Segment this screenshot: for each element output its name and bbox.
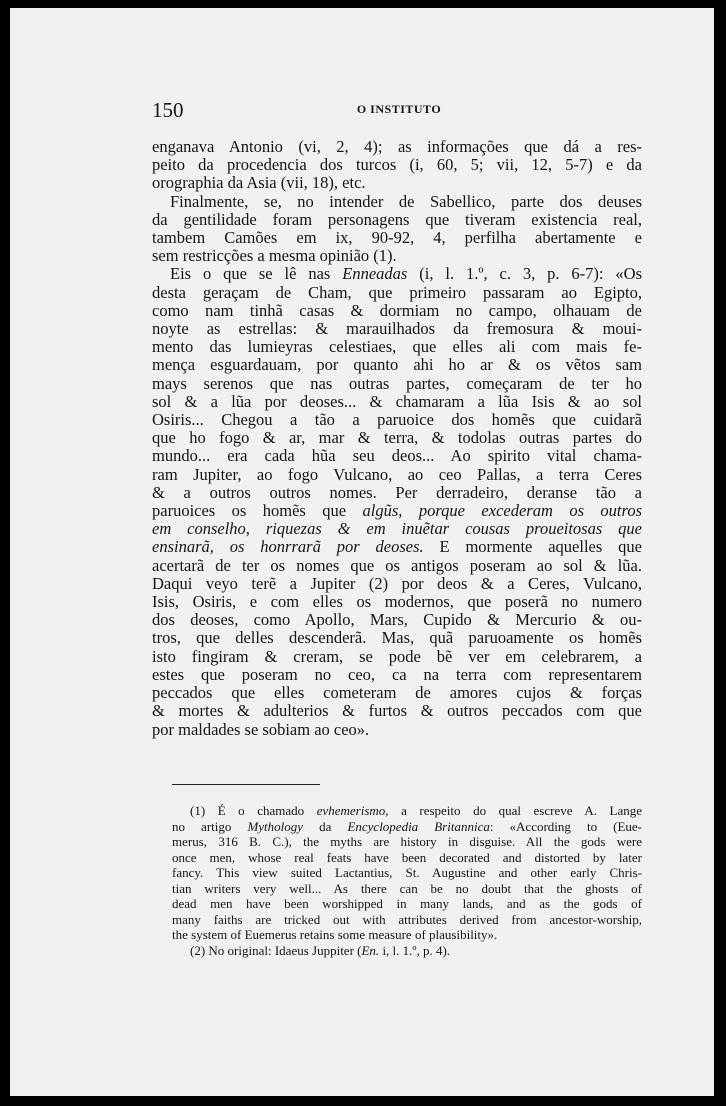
page-number: 150	[152, 98, 184, 122]
text-line: desta geraçam de Cham, que primeiro passaram ao Egipto,	[152, 282, 642, 302]
text-line: por maldades se sobiam ao ceo».	[152, 719, 370, 739]
text-line: Finalmente, se, no intender de Sabellico, parte dos deuses	[170, 191, 642, 211]
text-line: noyte as estrellas: & marauilhados da fremosura & moui-	[152, 319, 642, 339]
italic-text: ensinarã, os honrrarã por deoses.	[152, 537, 424, 557]
page-header	[152, 99, 646, 121]
text-line: sem restricções a mesma opinião (1).	[152, 246, 397, 266]
book-title: Enneadas	[342, 264, 408, 284]
footnote-line: fancy. This view suited Lactantius, St. Augustine and other early Chris-	[172, 865, 642, 880]
footnote-line: no artigo Mythology da Encyclopedia Britannica: «According to (Eue-	[172, 818, 642, 834]
book-page	[10, 8, 714, 1096]
footnote-line: many faiths are tricked out with attributes derived from ancestor-worship,	[172, 911, 642, 927]
text-line: dos deoses, como Apollo, Mars, Cupido & Mercurio & ou-	[152, 610, 642, 630]
italic-text: Encyclopedia Britannica	[347, 818, 490, 834]
text-line: sol & a lũa por deoses... & chamaram a lũa Isis & ao sol	[152, 391, 642, 411]
text-line: estes que poseram no ceo, ca na terra com representarem	[152, 664, 642, 684]
text-line: Isis, Osiris, e com elles os modernos, que poserã no numero	[152, 592, 642, 612]
text-line: da gentilidade foram personagens que tiveram existencia real,	[152, 209, 642, 229]
text-line: tros, que delles descenderã. Mas, quã paruoamente os homẽs	[152, 628, 642, 648]
italic-text: evhemerismo,	[316, 803, 389, 818]
italic-text: Mythology	[247, 818, 304, 834]
footnote-line: the system of Euemerus retains some measure of plausibility».	[172, 927, 498, 942]
text-line: & mortes & adulterios & furtos & outros peccados com que	[152, 701, 642, 721]
text-line: mundo... era cada hũa seu deos... Ao spirito vital chama-	[152, 446, 642, 466]
text-line	[152, 520, 642, 538]
text-line: Osiris... Chegou a tão a paruoice dos homẽs que cuidarã	[152, 410, 642, 430]
italic-text: En.	[361, 942, 380, 958]
footnote-line: once men, whose real feats have been decorated and distorted by later	[172, 849, 642, 865]
footnotes	[172, 803, 642, 958]
text-line: isto fingiram & creram, se pode bẽ ver em celebrarem, a	[152, 646, 642, 666]
footnote-line: merus, 316 B. C.), the myths are history in disguise. All the gods were	[172, 834, 642, 849]
text-line: ram Jupiter, ao fogo Vulcano, ao ceo Pallas, a terra Ceres	[152, 464, 642, 484]
text-line: paruoices os homẽs que algũs, porque excederam os outros	[152, 501, 642, 521]
text-line: peito da procedencia dos turcos (i, 60, 5; vii, 12, 5-7) e da	[152, 155, 642, 175]
text-line: Daqui veyo terẽ a Jupiter (2) por deos & a Ceres, Vulcano,	[152, 573, 642, 593]
footnote-line: dead men have been worshipped in many lands, and as the gods of	[172, 896, 642, 911]
italic-text: algũs, porque excederam os outros	[362, 501, 642, 521]
text-line: orographia da Asia (vii, 18), etc.	[152, 173, 366, 193]
running-title: O INSTITUTO	[356, 102, 442, 116]
text-line: enganava Antonio (vi, 2, 4); as informações que dá a res-	[152, 137, 642, 156]
text-line: acertarã de ter os nomes que os antigos poseram ao sol & lũa.	[152, 555, 642, 575]
footnote-line: (2) No original: Idaeus Juppiter (En. i, l. 1.º, p. 4).	[190, 942, 451, 958]
footnote-line: (1) É o chamado evhemerismo, a respeito do qual escreve A. Lange	[190, 803, 642, 818]
main-text	[152, 138, 642, 739]
text-line: Eis o que se lê nas Enneadas (i, l. 1.º, c. 3, p. 6-7): «Os	[170, 264, 642, 284]
text-line: que ho fogo & ar, mar & terra, & todolas outras partes do	[152, 428, 642, 448]
footnote-divider	[172, 784, 320, 785]
italic-text: em conselho, riquezas & em inuẽtar cousas proueitosas que	[152, 519, 642, 539]
text-line: & a outros outros nomes. Per derradeiro, deranse tão a	[152, 482, 642, 502]
text-line: mento das lumieyras celestiaes, que elles ali com mais fe-	[152, 337, 642, 357]
text-line: mays serenos que nas outras partes, começaram de ter ho	[152, 373, 642, 393]
text-line: como nam tinhã casas & dormiam no campo, olhauam de	[152, 300, 642, 320]
footnote-line: tian writers very well... As there can be no doubt that the ghosts of	[172, 880, 642, 896]
text-line: tambem Camões em ix, 90-92, 4, perfilha abertamente e	[152, 228, 642, 248]
text-line: mença esguardauam, por quanto ahi ho ar & os vẽtos sam	[152, 355, 642, 375]
text-line: ensinarã, os honrrarã por deoses. E mormente aquelles que	[152, 537, 642, 557]
text-line: peccados que elles cometeram de amores cujos & forças	[152, 683, 642, 703]
